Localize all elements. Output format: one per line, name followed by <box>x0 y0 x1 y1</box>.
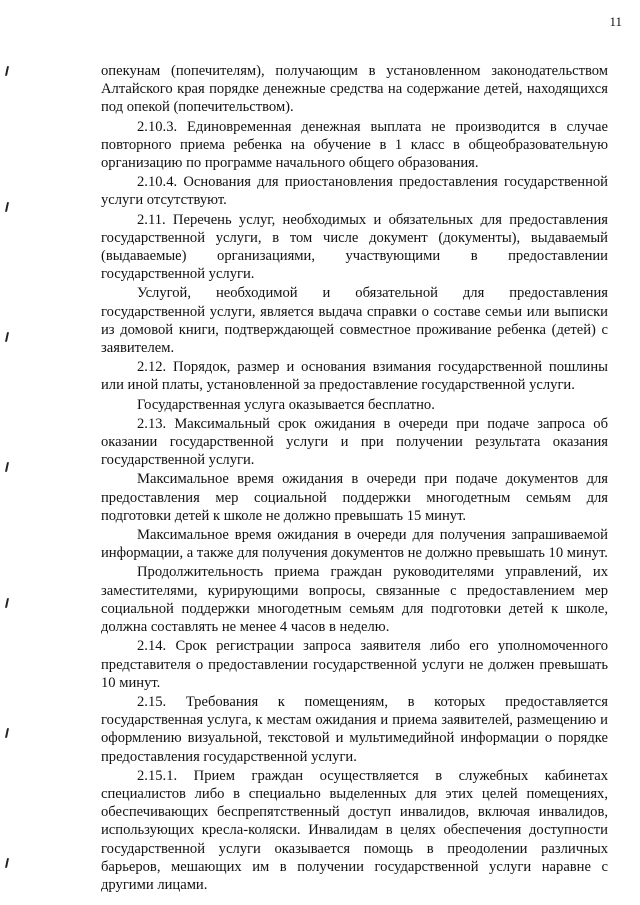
paragraph: Продолжительность приема граждан руководителями управлений, их заместителями, курирующими вопросы, связанные с предоставлением мер социальной поддержки многодетным семьям для подготовки детей к школе, должна составлять не менее 4 часов в неделю. <box>101 564 608 636</box>
paragraph: 2.12. Порядок, размер и основания взимания государственной пошлины или иной платы, установленной за предоставление государственной услуги. <box>101 359 608 394</box>
paragraph: 2.11. Перечень услуг, необходимых и обязательных для предоставления государственной услуги, в том числе документ (документы), выдаваемый (выдаваемые) организациями, участвующими в предоставлении государственной услуги. <box>101 211 608 283</box>
document-body <box>101 62 608 895</box>
paragraph: Государственная услуга оказывается бесплатно. <box>137 396 435 413</box>
paragraph: 2.14. Срок регистрации запроса заявителя либо его уполномоченного представителя о предоставлении государственной услуги не должен превышать 10 минут. <box>101 638 608 691</box>
binding-mark <box>5 332 9 342</box>
binding-mark <box>5 728 9 738</box>
paragraph: 2.15.1. Прием граждан осуществляется в служебных кабинетах специалистов либо в специально выделенных для этих целей помещениях, обеспечивающих беспрепятственный доступ инвалидов, включая инвалидов, использующих кресла-коляски. Инвалидам в целях обеспечения доступности государственной услуги оказывается помощь в преодолении различных барьеров, мешающих им в получении государственной услуги наравне с другими лицами. <box>101 767 608 893</box>
binding-mark <box>5 66 9 76</box>
paragraph: 2.10.3. Единовременная денежная выплата не производится в случае повторного приема ребенка на обучение в 1 класс в общеобразовательную организацию по программе начального общего образования. <box>101 118 608 172</box>
binding-mark <box>5 462 9 472</box>
paragraph: Услугой, необходимой и обязательной для предоставления государственной услуги, является выдача справки о составе семьи или выписки из домовой книги, подтверждающей совместное проживание ребенка (детей) с заявителем. <box>101 285 608 357</box>
paragraph: 2.10.4. Основания для приостановления предоставления государственной услуги отсутствуют. <box>101 174 608 209</box>
paragraph: опекунам (попечителям), получающим в установленном законодательством Алтайского края порядке денежные средства на содержание детей, находящихся под опекой (попечительством). <box>101 63 608 116</box>
paragraph: 2.13. Максимальный срок ожидания в очереди при подаче запроса об оказании государственной услуги и при получении результата оказания государственной услуги. <box>101 415 608 469</box>
paragraph: 2.15. Требования к помещениям, в которых предоставляется государственная услуга, к местам ожидания и приема заявителей, размещению и оформлению визуальной, текстовой и мультимедийной информации о порядке предоставления государственной услуги. <box>101 693 608 765</box>
paragraph: Максимальное время ожидания в очереди при подаче документов для предоставления мер социальной поддержки многодетным семьям для подготовки детей к школе не должно превышать 15 минут. <box>101 471 608 524</box>
paragraph: Максимальное время ожидания в очереди для получения запрашиваемой информации, а также для получения документов не должно превышать 10 минут. <box>101 527 608 562</box>
binding-mark <box>5 858 9 868</box>
binding-mark <box>5 202 9 212</box>
page-number: 11 <box>609 14 622 29</box>
binding-mark <box>5 598 9 608</box>
binding-marks <box>6 0 16 905</box>
